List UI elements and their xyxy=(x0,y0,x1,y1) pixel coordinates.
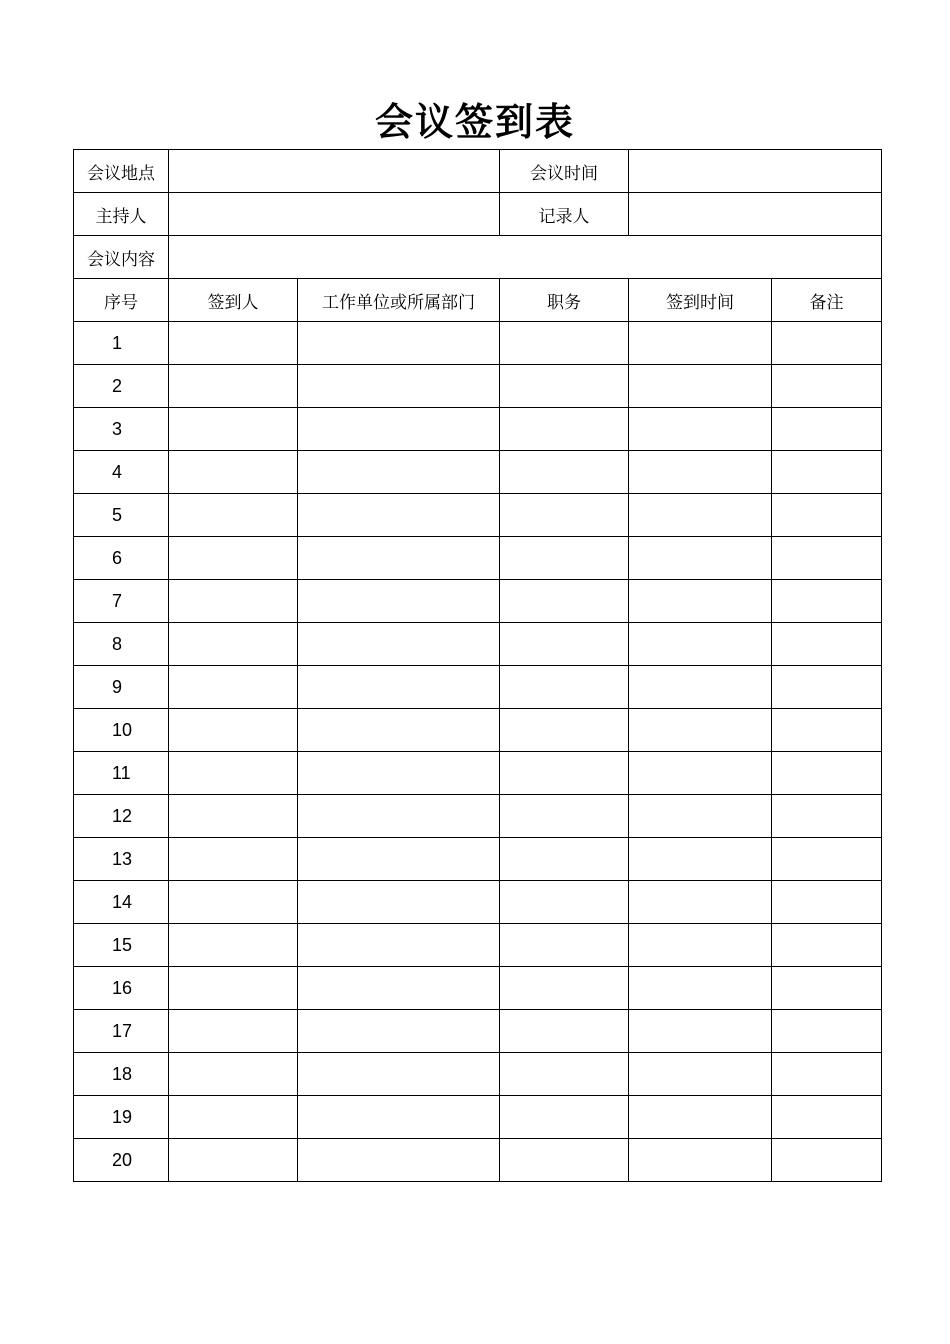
sign-time-cell[interactable] xyxy=(629,752,772,795)
row-number: 12 xyxy=(74,795,169,838)
sign-time-cell[interactable] xyxy=(629,666,772,709)
row-number: 4 xyxy=(74,451,169,494)
position-cell[interactable] xyxy=(500,924,629,967)
department-cell[interactable] xyxy=(298,881,500,924)
position-cell[interactable] xyxy=(500,1010,629,1053)
sign-time-cell[interactable] xyxy=(629,494,772,537)
sign-time-cell[interactable] xyxy=(629,408,772,451)
row-number: 20 xyxy=(74,1139,169,1182)
host-label: 主持人 xyxy=(74,193,169,236)
sign-time-cell[interactable] xyxy=(629,537,772,580)
row-number: 5 xyxy=(74,494,169,537)
table-row xyxy=(74,924,882,967)
content-field[interactable] xyxy=(169,236,882,279)
position-cell[interactable] xyxy=(500,967,629,1010)
sign-time-cell[interactable] xyxy=(629,924,772,967)
position-cell[interactable] xyxy=(500,666,629,709)
position-cell[interactable] xyxy=(500,881,629,924)
signer-cell[interactable] xyxy=(169,752,298,795)
remarks-cell[interactable] xyxy=(772,494,882,537)
table-row xyxy=(74,1010,882,1053)
position-cell[interactable] xyxy=(500,709,629,752)
location-label: 会议地点 xyxy=(74,150,169,193)
column-header-position: 职务 xyxy=(500,279,629,322)
position-cell[interactable] xyxy=(500,838,629,881)
table-row xyxy=(74,967,882,1010)
department-cell[interactable] xyxy=(298,967,500,1010)
remarks-cell[interactable] xyxy=(772,408,882,451)
sign-time-cell[interactable] xyxy=(629,1010,772,1053)
position-cell[interactable] xyxy=(500,752,629,795)
row-number: 15 xyxy=(74,924,169,967)
table-row xyxy=(74,451,882,494)
position-cell[interactable] xyxy=(500,537,629,580)
recorder-label: 记录人 xyxy=(500,193,629,236)
table-row xyxy=(74,838,882,881)
department-cell[interactable] xyxy=(298,666,500,709)
signer-cell[interactable] xyxy=(169,494,298,537)
position-cell[interactable] xyxy=(500,451,629,494)
remarks-cell[interactable] xyxy=(772,967,882,1010)
position-cell[interactable] xyxy=(500,365,629,408)
row-number: 10 xyxy=(74,709,169,752)
signer-cell[interactable] xyxy=(169,924,298,967)
remarks-cell[interactable] xyxy=(772,1053,882,1096)
table-row xyxy=(74,709,882,752)
signer-cell[interactable] xyxy=(169,838,298,881)
row-number: 19 xyxy=(74,1096,169,1139)
remarks-cell[interactable] xyxy=(772,537,882,580)
sign-time-cell[interactable] xyxy=(629,795,772,838)
signer-cell[interactable] xyxy=(169,881,298,924)
table-row xyxy=(74,408,882,451)
department-cell[interactable] xyxy=(298,494,500,537)
department-cell[interactable] xyxy=(298,322,500,365)
table-row xyxy=(74,1096,882,1139)
sign-in-table xyxy=(73,149,882,1182)
sign-time-cell[interactable] xyxy=(629,365,772,408)
remarks-cell[interactable] xyxy=(772,1139,882,1182)
signer-cell[interactable] xyxy=(169,537,298,580)
sign-time-cell[interactable] xyxy=(629,322,772,365)
table-row xyxy=(74,752,882,795)
signer-cell[interactable] xyxy=(169,408,298,451)
position-cell[interactable] xyxy=(500,1053,629,1096)
department-cell[interactable] xyxy=(298,752,500,795)
table-row xyxy=(74,795,882,838)
position-cell[interactable] xyxy=(500,322,629,365)
column-header-sign-time: 签到时间 xyxy=(629,279,772,322)
department-cell[interactable] xyxy=(298,537,500,580)
table-row xyxy=(74,580,882,623)
info-row-content xyxy=(74,236,882,279)
department-cell[interactable] xyxy=(298,623,500,666)
signer-cell[interactable] xyxy=(169,1053,298,1096)
sign-time-cell[interactable] xyxy=(629,1139,772,1182)
column-header-department: 工作单位或所属部门 xyxy=(298,279,500,322)
sign-time-cell[interactable] xyxy=(629,967,772,1010)
sign-time-cell[interactable] xyxy=(629,881,772,924)
row-number: 7 xyxy=(74,580,169,623)
sign-time-cell[interactable] xyxy=(629,451,772,494)
department-cell[interactable] xyxy=(298,408,500,451)
column-header-signer: 签到人 xyxy=(169,279,298,322)
row-number: 9 xyxy=(74,666,169,709)
row-number: 13 xyxy=(74,838,169,881)
remarks-cell[interactable] xyxy=(772,838,882,881)
row-number: 6 xyxy=(74,537,169,580)
position-cell[interactable] xyxy=(500,1096,629,1139)
sign-time-cell[interactable] xyxy=(629,1096,772,1139)
table-row xyxy=(74,1139,882,1182)
remarks-cell[interactable] xyxy=(772,451,882,494)
page-title: 会议签到表 xyxy=(374,99,575,144)
signer-cell[interactable] xyxy=(169,1010,298,1053)
remarks-cell[interactable] xyxy=(772,1010,882,1053)
position-cell[interactable] xyxy=(500,580,629,623)
department-cell[interactable] xyxy=(298,795,500,838)
remarks-cell[interactable] xyxy=(772,623,882,666)
column-header-row xyxy=(74,279,882,322)
position-cell[interactable] xyxy=(500,623,629,666)
table-row xyxy=(74,365,882,408)
remarks-cell[interactable] xyxy=(772,709,882,752)
recorder-field[interactable] xyxy=(629,193,882,236)
table-row xyxy=(74,881,882,924)
position-cell[interactable] xyxy=(500,1139,629,1182)
department-cell[interactable] xyxy=(298,1139,500,1182)
remarks-cell[interactable] xyxy=(772,580,882,623)
signer-cell[interactable] xyxy=(169,967,298,1010)
table-row xyxy=(74,623,882,666)
row-number: 3 xyxy=(74,408,169,451)
remarks-cell[interactable] xyxy=(772,1096,882,1139)
position-cell[interactable] xyxy=(500,795,629,838)
department-cell[interactable] xyxy=(298,924,500,967)
department-cell[interactable] xyxy=(298,1053,500,1096)
remarks-cell[interactable] xyxy=(772,322,882,365)
signer-cell[interactable] xyxy=(169,322,298,365)
department-cell[interactable] xyxy=(298,1096,500,1139)
content-label: 会议内容 xyxy=(74,236,169,279)
row-number: 1 xyxy=(74,322,169,365)
sign-time-cell[interactable] xyxy=(629,623,772,666)
row-number: 11 xyxy=(74,752,169,795)
row-number: 2 xyxy=(74,365,169,408)
remarks-cell[interactable] xyxy=(772,365,882,408)
column-header-index: 序号 xyxy=(74,279,169,322)
table-row xyxy=(74,494,882,537)
column-header-remarks: 备注 xyxy=(772,279,882,322)
signer-cell[interactable] xyxy=(169,1139,298,1182)
department-cell[interactable] xyxy=(298,580,500,623)
info-row-location xyxy=(74,150,882,193)
remarks-cell[interactable] xyxy=(772,924,882,967)
info-row-host xyxy=(74,193,882,236)
signer-cell[interactable] xyxy=(169,580,298,623)
time-field[interactable] xyxy=(629,150,882,193)
location-field[interactable] xyxy=(169,150,500,193)
host-field[interactable] xyxy=(169,193,500,236)
sign-time-cell[interactable] xyxy=(629,838,772,881)
row-number: 16 xyxy=(74,967,169,1010)
time-label: 会议时间 xyxy=(500,150,629,193)
signer-cell[interactable] xyxy=(169,795,298,838)
row-number: 17 xyxy=(74,1010,169,1053)
remarks-cell[interactable] xyxy=(772,881,882,924)
sign-time-cell[interactable] xyxy=(629,709,772,752)
table-row xyxy=(74,537,882,580)
department-cell[interactable] xyxy=(298,365,500,408)
remarks-cell[interactable] xyxy=(772,795,882,838)
row-number: 8 xyxy=(74,623,169,666)
remarks-cell[interactable] xyxy=(772,666,882,709)
row-number: 14 xyxy=(74,881,169,924)
signer-cell[interactable] xyxy=(169,709,298,752)
row-number: 18 xyxy=(74,1053,169,1096)
signer-cell[interactable] xyxy=(169,1096,298,1139)
department-cell[interactable] xyxy=(298,709,500,752)
remarks-cell[interactable] xyxy=(772,752,882,795)
table-row xyxy=(74,322,882,365)
position-cell[interactable] xyxy=(500,494,629,537)
signer-cell[interactable] xyxy=(169,365,298,408)
department-cell[interactable] xyxy=(298,1010,500,1053)
sign-time-cell[interactable] xyxy=(629,580,772,623)
department-cell[interactable] xyxy=(298,451,500,494)
department-cell[interactable] xyxy=(298,838,500,881)
table-row xyxy=(74,666,882,709)
signer-cell[interactable] xyxy=(169,451,298,494)
position-cell[interactable] xyxy=(500,408,629,451)
table-row xyxy=(74,1053,882,1096)
signer-cell[interactable] xyxy=(169,623,298,666)
sign-time-cell[interactable] xyxy=(629,1053,772,1096)
signer-cell[interactable] xyxy=(169,666,298,709)
